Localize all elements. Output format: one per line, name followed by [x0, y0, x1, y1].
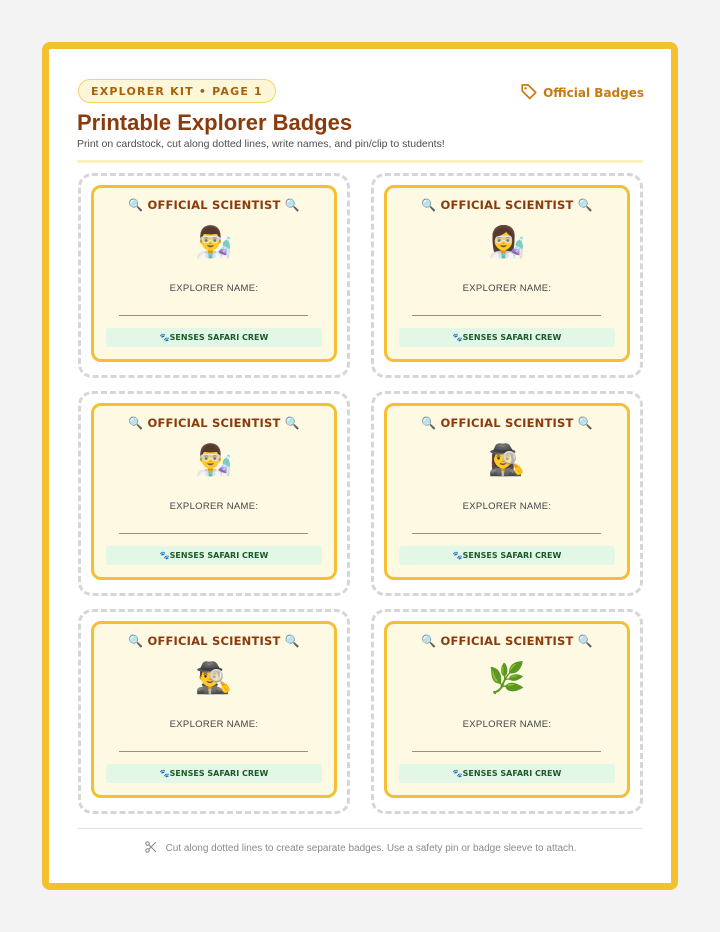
explorer-name-label: EXPLORER NAME:: [462, 719, 552, 730]
magnifier-icon: 🔍: [128, 416, 144, 430]
badge-avatar-emoji: 👩‍🔬: [488, 226, 526, 259]
badge-card: [384, 403, 630, 580]
magnifier-icon: 🔍: [421, 416, 437, 430]
badge-title-row: [387, 634, 627, 648]
magnifier-icon: 🔍: [284, 416, 300, 430]
badge-card: [384, 185, 630, 362]
badge-title: OFFICIAL SCIENTIST: [147, 416, 281, 430]
badge-cut-outline: [371, 173, 643, 378]
magnifier-icon: 🔍: [577, 416, 593, 430]
badge-title-row: [94, 634, 334, 648]
magnifier-icon: 🔍: [577, 634, 593, 648]
badge-cut-outline: [78, 609, 350, 814]
magnifier-icon: 🔍: [421, 198, 437, 212]
badge-cut-outline: [78, 391, 350, 596]
badge-title: OFFICIAL SCIENTIST: [147, 634, 281, 648]
official-badges-tag: [520, 82, 644, 103]
magnifier-icon: 🔍: [284, 634, 300, 648]
badge-title-row: [94, 198, 334, 212]
magnifier-icon: 🔍: [577, 198, 593, 212]
badge-cut-outline: [371, 391, 643, 596]
footer-note-text: Cut along dotted lines to create separate badges. Use a safety pin or badge sleeve to attach.: [165, 843, 577, 854]
name-write-line: [412, 315, 601, 316]
badge-avatar-emoji: 👨‍🔬: [195, 444, 233, 477]
badge-title: OFFICIAL SCIENTIST: [440, 198, 574, 212]
badge-avatar-emoji: 🕵️‍♀️: [488, 444, 526, 477]
badge-avatar-emoji: 👨‍🔬: [195, 226, 233, 259]
kit-label: EXPLORER KIT • PAGE 1: [78, 79, 276, 103]
header-divider: [77, 160, 643, 163]
magnifier-icon: 🔍: [284, 198, 300, 212]
badge-sheet: [42, 42, 678, 890]
badge-title-row: [387, 416, 627, 430]
magnifier-icon: 🔍: [128, 198, 144, 212]
magnifier-icon: 🔍: [128, 634, 144, 648]
crew-banner: 🐾SENSES SAFARI CREW: [106, 546, 322, 565]
badge-title-row: [387, 198, 627, 212]
page-subtitle: Print on cardstock, cut along dotted lines, write names, and pin/clip to students!: [77, 138, 445, 150]
explorer-name-label: EXPLORER NAME:: [169, 501, 259, 512]
scissors-icon: [144, 840, 158, 857]
badge-avatar-emoji: 🌿: [488, 662, 526, 695]
page-title: Printable Explorer Badges: [77, 110, 353, 135]
footer-divider: [77, 828, 643, 829]
badge-avatar-emoji: 🕵️‍♂️: [195, 662, 233, 695]
badge-title: OFFICIAL SCIENTIST: [440, 634, 574, 648]
crew-banner: 🐾SENSES SAFARI CREW: [106, 764, 322, 783]
crew-banner: 🐾SENSES SAFARI CREW: [399, 764, 615, 783]
badge-title: OFFICIAL SCIENTIST: [440, 416, 574, 430]
badge-card: [384, 621, 630, 798]
name-write-line: [412, 533, 601, 534]
tag-icon: [520, 82, 538, 103]
name-write-line: [119, 751, 308, 752]
explorer-name-label: EXPLORER NAME:: [169, 283, 259, 294]
crew-banner: 🐾SENSES SAFARI CREW: [399, 328, 615, 347]
badge-card: [91, 403, 337, 580]
badge-title-row: [94, 416, 334, 430]
explorer-name-label: EXPLORER NAME:: [462, 501, 552, 512]
name-write-line: [119, 315, 308, 316]
crew-banner: 🐾SENSES SAFARI CREW: [106, 328, 322, 347]
explorer-name-label: EXPLORER NAME:: [462, 283, 552, 294]
badge-title: OFFICIAL SCIENTIST: [147, 198, 281, 212]
name-write-line: [412, 751, 601, 752]
badge-cut-outline: [371, 609, 643, 814]
footer-note: [49, 840, 671, 857]
crew-banner: 🐾SENSES SAFARI CREW: [399, 546, 615, 565]
badge-card: [91, 185, 337, 362]
official-badges-label: Official Badges: [543, 85, 644, 100]
name-write-line: [119, 533, 308, 534]
magnifier-icon: 🔍: [421, 634, 437, 648]
badge-card: [91, 621, 337, 798]
explorer-name-label: EXPLORER NAME:: [169, 719, 259, 730]
badge-cut-outline: [78, 173, 350, 378]
